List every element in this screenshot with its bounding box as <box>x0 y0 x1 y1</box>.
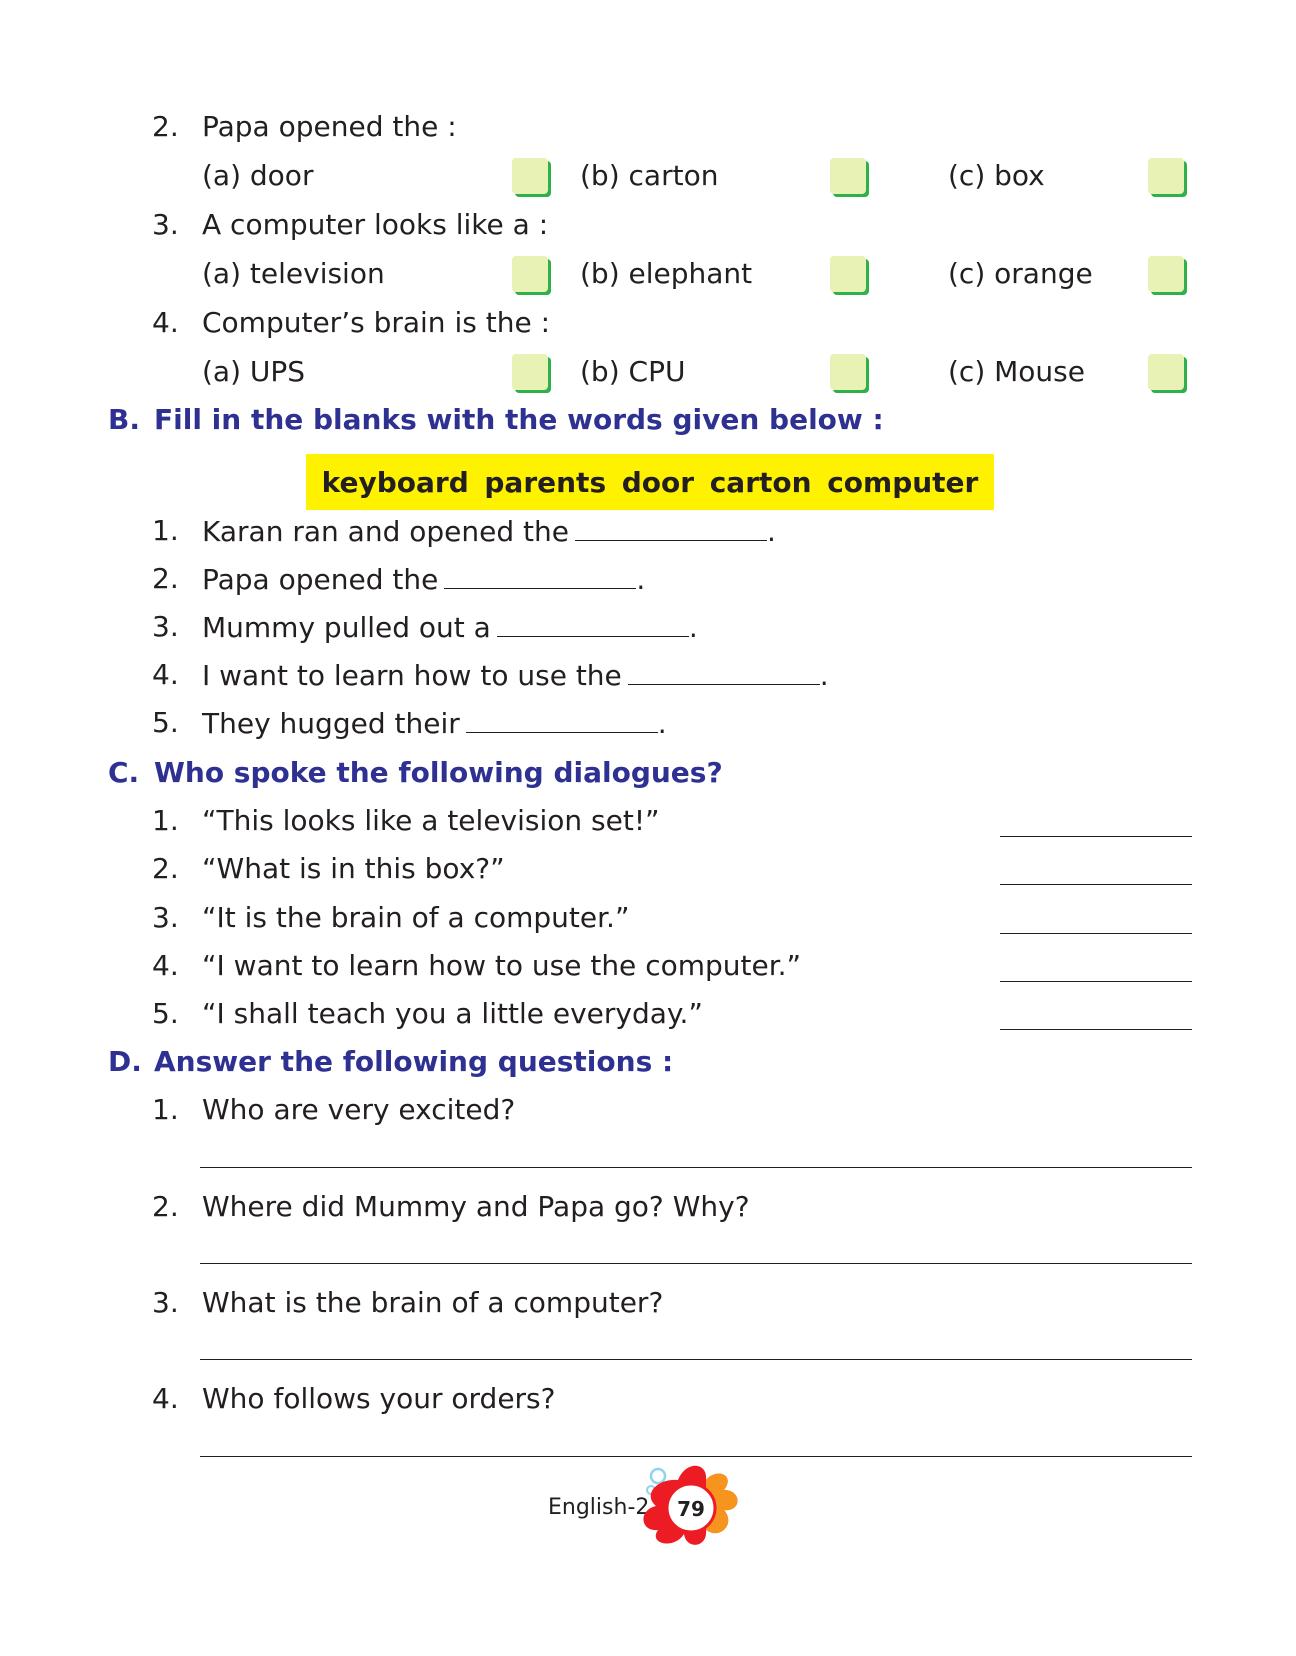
page-number: 79 <box>677 1497 705 1521</box>
option-a: (a) UPS <box>202 355 306 388</box>
blank-input[interactable] <box>444 562 636 589</box>
section-letter: C. <box>108 756 140 789</box>
fill-blank-item: Mummy pulled out a . <box>202 611 698 644</box>
speaker-answer-line[interactable] <box>1000 836 1192 837</box>
word-bank-word: carton <box>709 465 812 499</box>
section-title: Who spoke the following dialogues? <box>154 756 723 789</box>
word-bank-word: computer <box>827 465 979 499</box>
question-number: 3. <box>152 208 179 241</box>
question-text: What is the brain of a computer? <box>202 1286 664 1319</box>
checkbox-q4-b[interactable] <box>830 354 866 390</box>
section-letter: D. <box>108 1045 142 1078</box>
item-number: 3. <box>152 610 179 643</box>
dialogue-text: “I want to learn how to use the computer.” <box>202 949 802 982</box>
question-text: Papa opened the : <box>202 110 457 143</box>
question-text: Who are very excited? <box>202 1093 516 1126</box>
question-text: A computer looks like a : <box>202 208 549 241</box>
answer-line[interactable] <box>200 1359 1192 1360</box>
blank-input[interactable] <box>575 514 767 541</box>
item-number: 5. <box>152 706 179 739</box>
answer-line[interactable] <box>200 1456 1192 1457</box>
item-text: They hugged their <box>202 707 460 740</box>
speaker-answer-line[interactable] <box>1000 933 1192 934</box>
item-number: 4. <box>152 658 179 691</box>
item-number: 1. <box>152 514 179 547</box>
checkbox-q4-c[interactable] <box>1148 354 1184 390</box>
item-number: 5. <box>152 997 179 1030</box>
item-number: 1. <box>152 1093 179 1126</box>
option-b: (b) carton <box>580 159 719 192</box>
item-number: 4. <box>152 949 179 982</box>
option-c: (c) Mouse <box>948 355 1085 388</box>
question-text: Where did Mummy and Papa go? Why? <box>202 1190 750 1223</box>
section-d-heading <box>108 1045 673 1079</box>
item-number: 3. <box>152 901 179 934</box>
checkbox-q4-a[interactable] <box>512 354 548 390</box>
section-title: Answer the following questions : <box>154 1045 674 1078</box>
section-c-heading <box>108 756 723 790</box>
question-text: Computer’s brain is the : <box>202 306 551 339</box>
checkbox-q3-b[interactable] <box>830 256 866 292</box>
item-number: 2. <box>152 1190 179 1223</box>
fill-blank-item: I want to learn how to use the . <box>202 659 829 692</box>
item-text: I want to learn how to use the <box>202 659 622 692</box>
section-title: Fill in the blanks with the words given below : <box>154 403 884 436</box>
option-a: (a) door <box>202 159 314 192</box>
blank-input[interactable] <box>466 706 658 733</box>
blank-input[interactable] <box>497 610 689 637</box>
question-number: 2. <box>152 110 179 143</box>
option-a: (a) television <box>202 257 385 290</box>
speaker-answer-line[interactable] <box>1000 981 1192 982</box>
checkbox-q3-c[interactable] <box>1148 256 1184 292</box>
option-c: (c) box <box>948 159 1045 192</box>
dialogue-text: “What is in this box?” <box>202 852 505 885</box>
fill-blank-item: They hugged their . <box>202 707 667 740</box>
speaker-answer-line[interactable] <box>1000 884 1192 885</box>
answer-line[interactable] <box>200 1263 1192 1264</box>
dialogue-text: “This looks like a television set!” <box>202 804 660 837</box>
speaker-answer-line[interactable] <box>1000 1029 1192 1030</box>
word-bank <box>306 454 994 510</box>
option-b: (b) elephant <box>580 257 753 290</box>
word-bank-word: door <box>621 465 695 499</box>
item-text: Mummy pulled out a <box>202 611 491 644</box>
checkbox-q3-a[interactable] <box>512 256 548 292</box>
section-letter: B. <box>108 403 140 436</box>
item-number: 4. <box>152 1382 179 1415</box>
item-text: Papa opened the <box>202 563 439 596</box>
book-title: English-2 <box>548 1495 650 1520</box>
question-text: Who follows your orders? <box>202 1382 556 1415</box>
question-number: 4. <box>152 306 179 339</box>
word-bank-word: keyboard <box>321 465 469 499</box>
option-b: (b) CPU <box>580 355 686 388</box>
fill-blank-item: Papa opened the . <box>202 563 646 596</box>
item-number: 2. <box>152 562 179 595</box>
section-b-heading <box>108 403 884 437</box>
option-c: (c) orange <box>948 257 1093 290</box>
answer-line[interactable] <box>200 1167 1192 1168</box>
checkbox-q2-c[interactable] <box>1148 158 1184 194</box>
item-number: 2. <box>152 852 179 885</box>
checkbox-q2-a[interactable] <box>512 158 548 194</box>
item-text: Karan ran and opened the <box>202 515 569 548</box>
blank-input[interactable] <box>628 658 820 685</box>
checkbox-q2-b[interactable] <box>830 158 866 194</box>
dialogue-text: “I shall teach you a little everyday.” <box>202 997 703 1030</box>
item-number: 1. <box>152 804 179 837</box>
dialogue-text: “It is the brain of a computer.” <box>202 901 630 934</box>
word-bank-word: parents <box>484 465 607 499</box>
fill-blank-item: Karan ran and opened the . <box>202 515 776 548</box>
item-number: 3. <box>152 1286 179 1319</box>
